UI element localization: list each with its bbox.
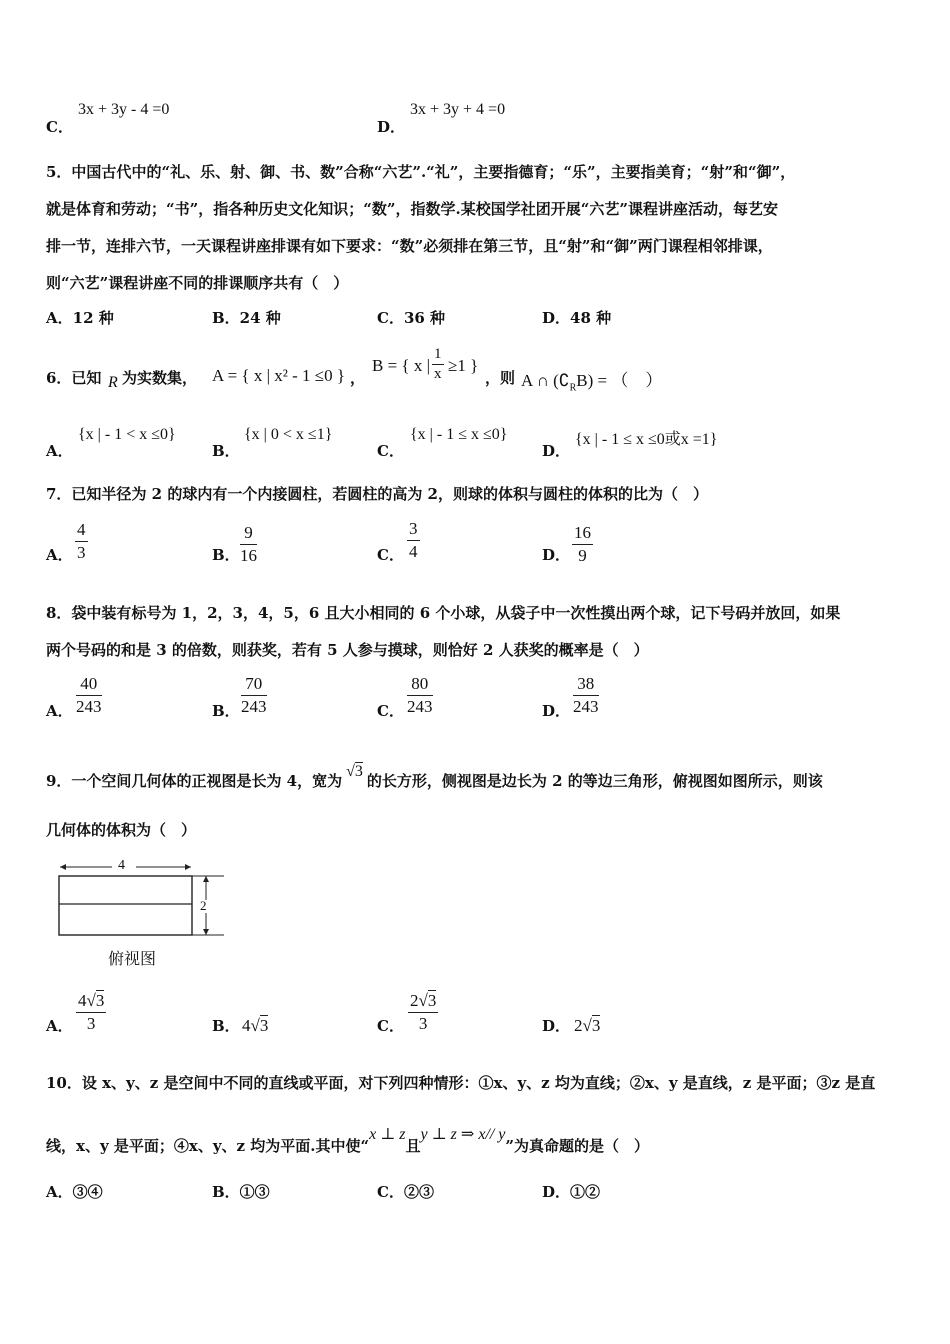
q7-stem: 7．已知半径为 2 的球内有一个内接圆柱，若圆柱的高为 2，则球的体积与圆柱的体积的比为（ ） [46,485,708,503]
q6-then: ，则 [485,369,516,387]
q8-option-a-label: A． [46,702,73,720]
q8-option-b-denominator: 243 [241,697,267,716]
q10-stem-line-2 [46,1126,650,1157]
q4-option-d-equation: 3x + 3y + 4 =0 [410,101,506,118]
q10-stem-line-2-b: ”为真命题的是（ ） [505,1137,650,1155]
q8-option-b-fraction [241,674,267,717]
q10-option-d: D．①② [542,1183,601,1201]
q9-stem-line-2: 几何体的体积为（ ） [46,821,197,839]
q8-option-a-denominator: 243 [76,697,102,716]
q7-option-b-denominator: 16 [240,546,257,565]
q9-option-b-label: B． [212,1017,240,1035]
q8-option-c-numerator: 80 [407,674,433,696]
q7-option-a-fraction [75,520,88,563]
q7-option-c-denominator: 4 [409,542,418,561]
q10-and: 且 [405,1137,421,1155]
q9-option-a-coef: 4 [78,991,87,1010]
q6-option-a: {x | - 1 < x ≤0} [78,426,176,443]
q7-option-b-label: B． [212,546,240,564]
q6-real-set-symbol: R [108,374,118,391]
q9-fig-arrow-left [60,864,66,870]
q9-fig-width-label: 4 [118,858,125,873]
q9-option-d-radicand: 3 [591,1016,601,1035]
q6-comma: ， [350,369,366,387]
q7-option-d-numerator: 16 [572,523,593,545]
q9-option-c-label: C． [377,1017,404,1035]
q9-fig-rectangle [59,876,192,935]
q10-condition-1: x ⊥ z [369,1126,406,1143]
q8-option-d-numerator: 38 [573,674,599,696]
q9-top-view-figure [54,858,234,940]
q5-stem-line-3: 排一节，连排六节，一天课程讲座排课有如下要求：“数”必须排在第三节，且“射”和“御”两门课程相邻排课， [46,237,773,255]
q6-mid-text: 为实数集， [122,369,198,387]
q6-prefix: 6．已知 [46,369,102,387]
q5-stem-line-2: 就是体育和劳动；“书”，指各种历史文化知识；“数”，指数学.某校国学社团开展“六艺”课程讲座活动，每艺安 [46,200,778,218]
q9-option-a-numerator: 4√3 [76,991,106,1013]
q10-condition-2: y ⊥ z ⇒ x// y [420,1126,506,1143]
q8-option-c-fraction [407,674,433,717]
q5-option-b: B．24 种 [212,309,281,327]
q5-stem-line-4: 则“六艺”课程讲座不同的排课顺序共有（ ） [46,274,349,292]
q7-option-c-label: C． [377,546,404,564]
q6-option-c-label: C． [377,442,404,460]
q6-complement-subscript: R [569,382,577,394]
q6-option-d: {x | - 1 ≤ x ≤0或x =1} [575,431,718,448]
q5-option-a: A．12 种 [46,309,114,327]
q8-stem-line-2: 两个号码的和是 3 的倍数，则获奖，若有 5 人参与摸球，则恰好 2 人获奖的概率是（ ） [46,641,649,659]
q7-option-c-numerator: 3 [407,519,420,541]
q9-option-a-radicand: 3 [95,991,105,1010]
q9-stem-line-1-b: 的长方形，侧视图是边长为 2 的等边三角形，俯视图如图所示，则该 [366,772,823,790]
q8-option-c-label: C． [377,702,404,720]
q9-option-b-coef: 4 [242,1016,251,1035]
q4-option-c-equation: 3x + 3y - 4 =0 [78,101,170,118]
q8-stem-line-1: 8．袋中装有标号为 1，2，3，4，5，6 且大小相同的 6 个小球，从袋子中一次性摸出两个球，记下号码并放回，如果 [46,604,841,622]
q9-sqrt3-radicand: 3 [354,763,363,780]
q9-option-d-label: D． [542,1017,571,1035]
q7-option-a-label: A． [46,546,73,564]
q6-set-b-left: B = { x | [372,356,430,375]
q7-option-d-denominator: 9 [578,546,587,565]
q6-option-c: {x | - 1 ≤ x ≤0} [410,426,508,443]
q6-option-a-label: A． [46,442,73,460]
q9-option-a-label: A． [46,1017,73,1035]
q8-option-b-numerator: 70 [241,674,267,696]
q4-option-d-label: D． [377,118,406,136]
q7-option-a-denominator: 3 [77,543,86,562]
q4-option-c-label: C． [46,118,73,136]
q10-stem-line-1: 10．设 x、y、z 是空间中不同的直线或平面，对下列四种情形：①x、y、z 均为直线；②x、y 是直线，z 是平面；③z 是直 [46,1074,876,1092]
q9-option-c-coef: 2 [410,991,419,1010]
q6-option-d-label: D． [542,442,571,460]
q9-fig-arrow-right [185,864,191,870]
q8-option-c-denominator: 243 [407,697,433,716]
q6-expression [521,366,662,393]
q6-set-b-fraction [432,346,444,383]
q9-stem-line-1-a: 9．一个空间几何体的正视图是长为 4，宽为 [46,772,343,790]
q9-fig-height-label: 2 [200,898,207,913]
q7-option-b-fraction [240,523,257,566]
q7-option-a-numerator: 4 [75,520,88,542]
q9-option-a-denominator: 3 [86,1014,96,1033]
q9-option-c-denominator: 3 [418,1014,428,1033]
q6-set-a: A = { x | x² - 1 ≤0 } [212,366,345,385]
q8-option-b-label: B． [212,702,240,720]
q8-option-a-numerator: 40 [76,674,102,696]
q6-option-b: {x | 0 < x ≤1} [244,426,333,443]
q8-option-a-fraction [76,674,102,717]
q6-option-b-label: B． [212,442,240,460]
q8-option-d-label: D． [542,702,571,720]
q6-set-b-denominator: x [434,366,442,382]
q6-expression-main: A ∩ (∁ [521,371,570,390]
q9-fig-arrow-top [203,876,209,882]
q8-option-d-fraction [573,674,599,717]
q8-option-d-denominator: 243 [573,697,599,716]
q9-option-a-fraction [76,991,106,1034]
q9-option-b-radicand: 3 [259,1016,269,1035]
q7-option-d-label: D． [542,546,571,564]
q6-set-b-right: ≥1 } [448,356,479,375]
q5-option-c: C．36 种 [377,309,446,327]
q6-expression-end: B) = （ ） [576,371,663,390]
q10-stem-line-2-a: 线，x、y 是平面；④x、y、z 均为平面.其中使“ [46,1137,370,1155]
q5-stem-line-1: 5．中国古代中的“礼、乐、射、御、书、数”合称“六艺”.“礼”，主要指德育；“乐”，主要指美育；“射”和“御”， [46,163,796,181]
q9-option-d-coef: 2 [574,1016,583,1035]
q9-option-d: 2√3 [574,1016,601,1035]
q9-option-b: 4√3 [242,1016,269,1035]
q9-stem-line-1: 9．一个空间几何体的正视图是长为 4，宽为 √3 的长方形，侧视图是边长为 2 的等边三角形，俯视图如图所示，则该 [46,763,823,790]
q10-option-a: A．③④ [46,1183,103,1201]
q9-option-c-fraction [408,991,438,1034]
q5-option-d: D．48 种 [542,309,612,327]
q10-option-c: C．②③ [377,1183,434,1201]
q9-fig-caption: 俯视图 [108,949,157,968]
q7-option-b-numerator: 9 [240,523,257,545]
q10-option-b: B．①③ [212,1183,270,1201]
q9-option-c-numerator: 2√3 [408,991,438,1013]
q9-option-c-radicand: 3 [427,991,437,1010]
q6-set-b-numerator: 1 [432,346,444,365]
q7-option-c-fraction [407,519,420,562]
q7-option-d-fraction [572,523,593,566]
q9-fig-arrow-bottom [203,929,209,935]
